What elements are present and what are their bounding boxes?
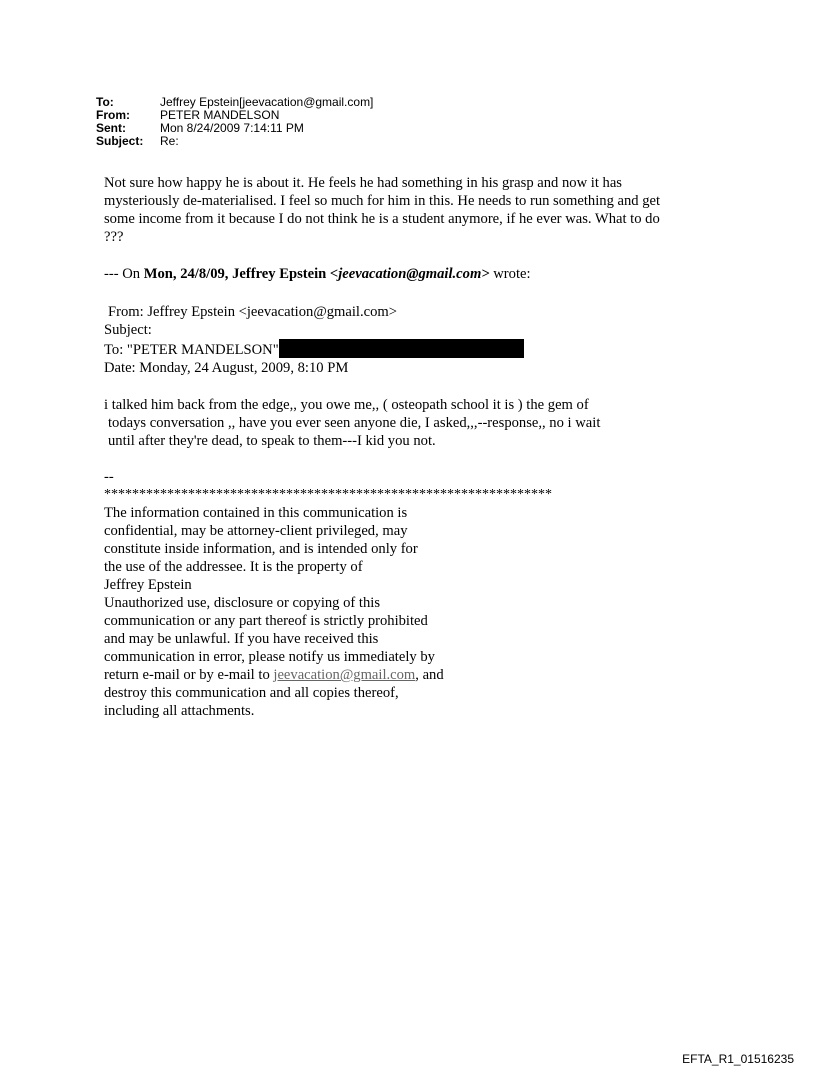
message-line: until after they're dead, to speak to them---I kid you not. — [108, 433, 436, 449]
from-label: From: — [96, 108, 130, 122]
quote-prefix: --- On — [104, 266, 144, 282]
signature-dash: -- — [104, 469, 114, 485]
redaction-box — [279, 339, 524, 358]
disclaimer-line: Jeffrey Epstein — [104, 577, 192, 593]
quote-date: Mon, 24/8/09, Jeffrey Epstein — [143, 266, 330, 282]
email-body — [104, 174, 734, 720]
sent-label: Sent: — [96, 121, 126, 135]
reply-text — [104, 174, 734, 246]
subject-value: Re: — [160, 134, 179, 148]
original-message — [104, 396, 734, 450]
to-label: To: — [96, 95, 114, 109]
forwarded-headers — [104, 303, 734, 377]
forwarded-to-row — [104, 339, 734, 359]
subject-label: Subject: — [96, 134, 144, 148]
quote-header — [104, 265, 734, 283]
forwarded-date: Date: Monday, 24 August, 2009, 8:10 PM — [104, 360, 349, 376]
return-prefix: return e-mail or by e-mail to — [104, 667, 274, 683]
disclaimer-return-line — [104, 666, 734, 684]
disclaimer-line: Unauthorized use, disclosure or copying of this — [104, 595, 381, 611]
subject-row — [96, 135, 373, 148]
message-line: todays conversation ,, have you ever seen anyone die, I asked,,,--response,, no i wait — [108, 415, 601, 431]
disclaimer-line: communication or any part thereof is strictly prohibited — [104, 613, 428, 629]
disclaimer-line: confidential, may be attorney-client privileged, may — [104, 523, 408, 539]
disclaimer — [104, 504, 734, 720]
disclaimer-line: destroy this communication and all copies thereof, — [104, 685, 399, 701]
reply-line: Not sure how happy he is about it. He feels he had something in his grasp and now it has — [104, 175, 622, 191]
signature-stars: **************************************************************** — [104, 487, 552, 502]
reply-line: some income from it because I do not think he is a student anymore, if he ever was. What to do — [104, 211, 660, 227]
disclaimer-line: and may be unlawful. If you have received this — [104, 631, 379, 647]
forwarded-subject: Subject: — [104, 322, 152, 338]
disclaimer-line: the use of the addressee. It is the property of — [104, 559, 363, 575]
to-value: Jeffrey Epstein[jeevacation@gmail.com] — [160, 95, 374, 109]
disclaimer-line: communication in error, please notify us immediately by — [104, 649, 435, 665]
disclaimer-line: constitute inside information, and is intended only for — [104, 541, 418, 557]
disclaimer-line: including all attachments. — [104, 703, 255, 719]
forwarded-from: From: Jeffrey Epstein <jeevacation@gmail.com> — [108, 304, 397, 320]
document-id: EFTA_R1_01516235 — [682, 1052, 794, 1066]
forwarded-to: To: "PETER MANDELSON" — [104, 342, 279, 358]
sent-value: Mon 8/24/2009 7:14:11 PM — [160, 121, 304, 135]
disclaimer-line: The information contained in this communication is — [104, 505, 408, 521]
message-line: i talked him back from the edge,, you owe me,, ( osteopath school it is ) the gem of — [104, 397, 589, 413]
email-header — [96, 96, 373, 148]
reply-line: mysteriously de-materialised. I feel so much for him in this. He needs to run something and get — [104, 193, 661, 209]
reply-line: ??? — [104, 229, 124, 245]
quote-email: <jeevacation@gmail.com> — [329, 266, 490, 282]
quote-suffix: wrote: — [489, 266, 531, 282]
email-link[interactable]: jeevacation@gmail.com — [273, 667, 416, 683]
return-suffix: , and — [415, 667, 444, 683]
from-value: PETER MANDELSON — [160, 108, 280, 122]
